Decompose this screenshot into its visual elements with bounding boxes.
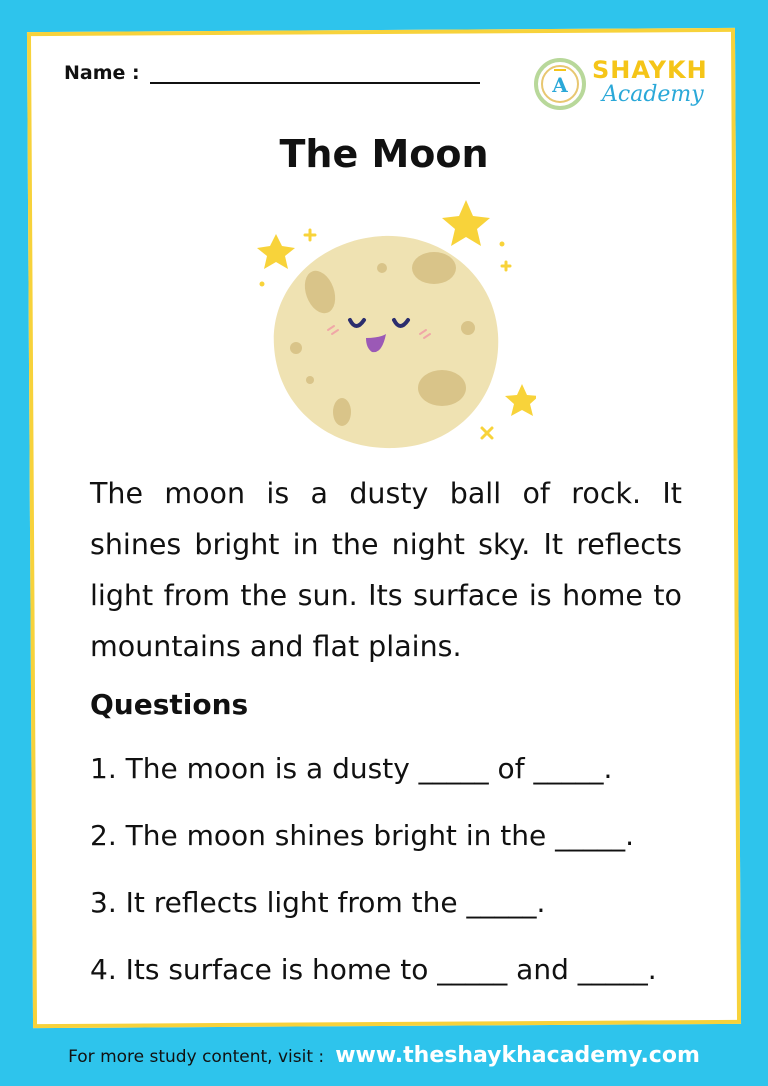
star-icon — [442, 200, 490, 246]
question-item-2: 2. The moon shines bright in the _____. — [90, 819, 634, 852]
footer-prefix: For more study content, visit : — [68, 1047, 325, 1067]
page-title: The Moon — [279, 132, 489, 176]
name-field[interactable] — [64, 62, 480, 84]
name-blank-line[interactable] — [150, 62, 480, 84]
logo-text-shaykh: SHAYKH — [592, 56, 708, 84]
question-item-4: 4. Its surface is home to _____ and _____. — [90, 953, 657, 986]
star-icon — [257, 234, 295, 269]
moon-illustration — [236, 196, 536, 456]
questions-heading: Questions — [90, 688, 249, 721]
reading-passage: The moon is a dusty ball of rock. It shines bright in the night sky. It reflects light from the sun. Its surface is home to mountains and flat plains. — [90, 477, 682, 663]
footer-url-link[interactable]: www.theshaykhacademy.com — [335, 1043, 700, 1068]
svg-text:A: A — [552, 73, 568, 97]
logo-text-academy: Academy — [602, 82, 704, 107]
logo-emblem-icon — [532, 56, 588, 112]
name-label: Name : — [64, 62, 140, 84]
question-item-1: 1. The moon is a dusty _____ of _____. — [90, 752, 613, 785]
star-icon — [505, 384, 536, 416]
academy-logo — [532, 54, 712, 114]
question-item-3: 3. It reflects light from the _____. — [90, 886, 546, 919]
footer — [0, 1043, 768, 1068]
